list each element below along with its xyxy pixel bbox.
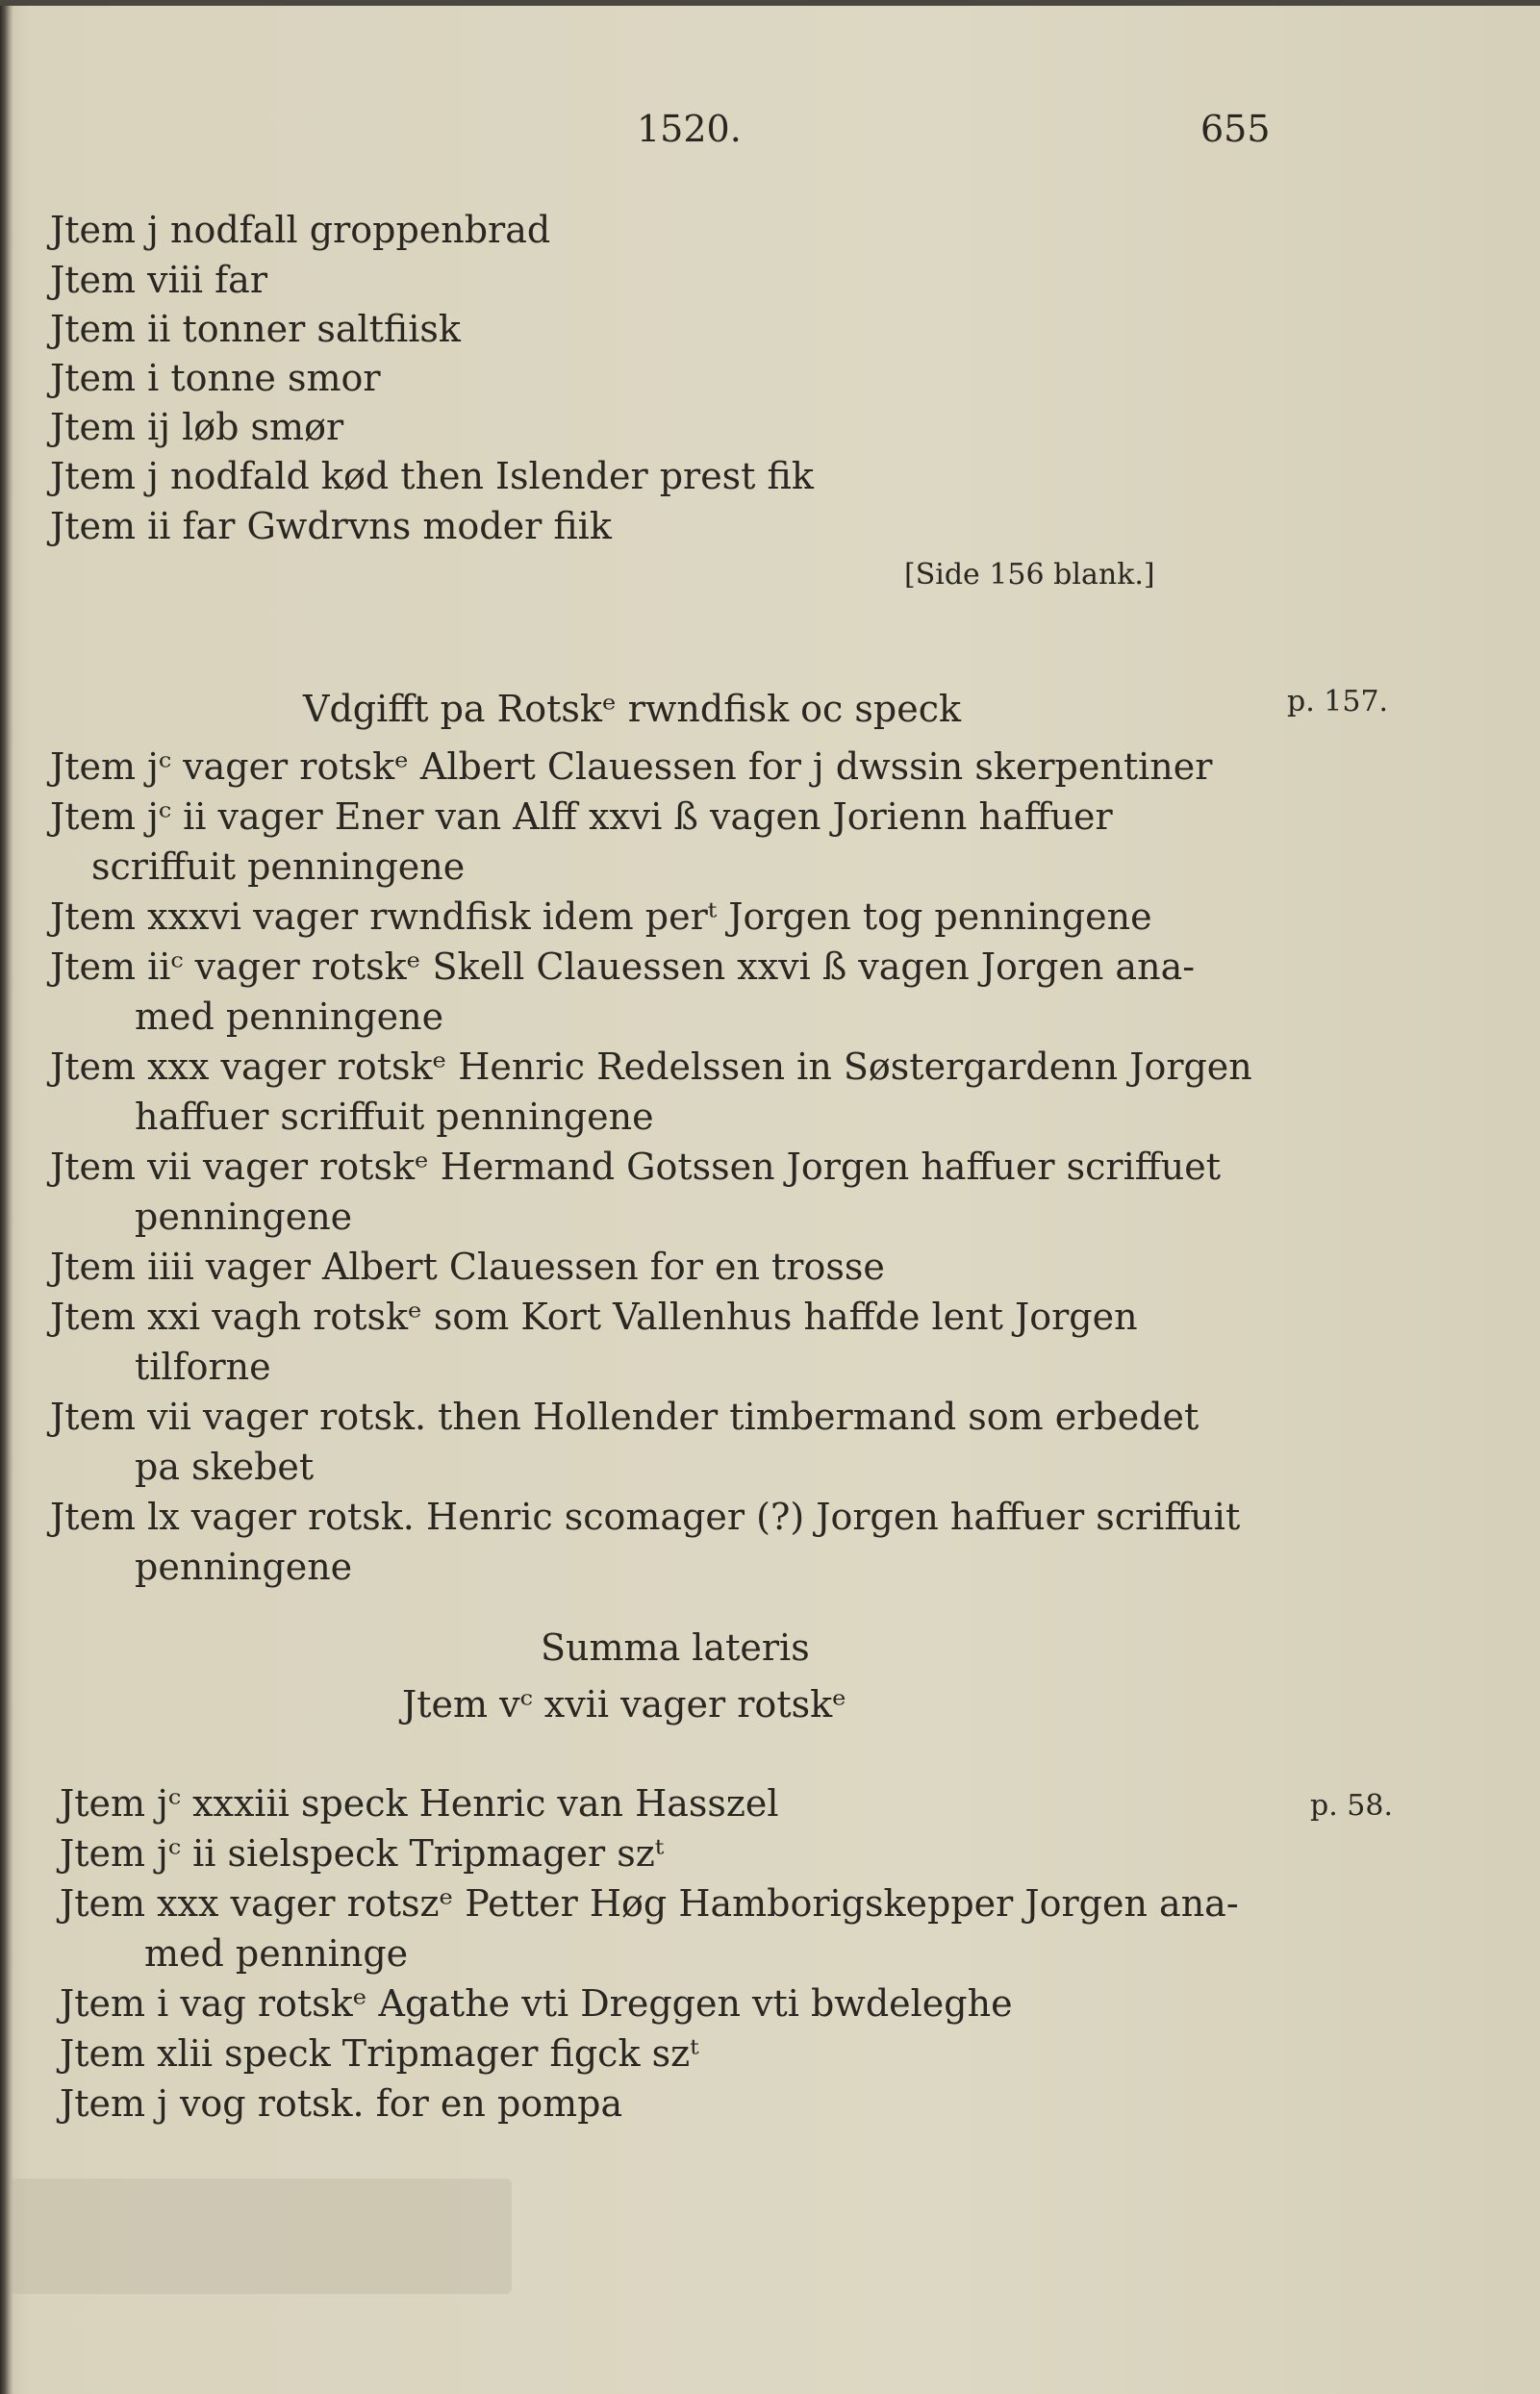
text-line: med penninge bbox=[144, 1932, 409, 1975]
text-line: Jtem i vag rotskᵉ Agathe vti Dreggen vti bwdeleghe bbox=[60, 1982, 1013, 2025]
text-line: Jtem jᶜ ii sielspeck Tripmager szᵗ bbox=[60, 1832, 665, 1875]
text-line: Jtem xxx vager rotskᵉ Henric Redelssen in Søstergardenn Jorgen bbox=[50, 1046, 1252, 1088]
text-line: Jtem xxx vager rotszᵉ Petter Høg Hamborigskepper Jorgen ana- bbox=[60, 1882, 1239, 1925]
text-line: penningene bbox=[135, 1196, 353, 1238]
text-line: med penningene bbox=[135, 995, 444, 1038]
summa-title: Summa lateris bbox=[541, 1626, 810, 1669]
text-line: Jtem xlii speck Tripmager figck szᵗ bbox=[60, 2032, 699, 2075]
text-line: Jtem iiii vager Albert Clauessen for en trosse bbox=[50, 1246, 885, 1288]
section-title: Vdgifft pa Rotskᵉ rwndfisk oc speck bbox=[303, 688, 962, 730]
text-line: Jtem jᶜ vager rotskᵉ Albert Clauessen for j dwssin skerpentiner bbox=[50, 745, 1213, 788]
text-line: Jtem viii far bbox=[50, 259, 267, 301]
text-line: Jtem xxi vagh rotskᵉ som Kort Vallenhus haffde lent Jorgen bbox=[50, 1296, 1138, 1338]
text-line: pa skebet bbox=[135, 1446, 315, 1488]
text-line: haffuer scriffuit penningene bbox=[135, 1096, 654, 1138]
text-line: Jtem lx vager rotsk. Henric scomager (?) Jorgen haffuer scriffuit bbox=[50, 1496, 1241, 1538]
text-line: Jtem ii far Gwdrvns moder fiik bbox=[50, 505, 612, 547]
text-line: Jtem iiᶜ vager rotskᵉ Skell Clauessen xxvi ß vagen Jorgen ana- bbox=[50, 945, 1196, 988]
text-line: Jtem xxxvi vager rwndfisk idem perᵗ Jorgen tog penningene bbox=[50, 895, 1152, 938]
margin-reference: p. 157. bbox=[1287, 685, 1389, 718]
text-line: Jtem j vog rotsk. for en pompa bbox=[60, 2082, 623, 2125]
text-line: Jtem ij løb smør bbox=[50, 406, 344, 448]
text-line: Jtem vii vager rotskᵉ Hermand Gotssen Jorgen haffuer scriffuet bbox=[50, 1146, 1221, 1188]
text-line: Jtem j nodfall groppenbrad bbox=[50, 209, 551, 251]
page-year: 1520. bbox=[637, 108, 742, 150]
page-number: 655 bbox=[1200, 108, 1271, 150]
text-line: Jtem jᶜ ii vager Ener van Alff xxvi ß vagen Jorienn haffuer bbox=[50, 795, 1113, 838]
binding-edge bbox=[0, 0, 13, 2394]
text-line: scriffuit penningene bbox=[91, 845, 466, 888]
text-line: penningene bbox=[135, 1546, 353, 1588]
text-line: Jtem vii vager rotsk. then Hollender timbermand som erbedet bbox=[50, 1396, 1199, 1438]
side-note: [Side 156 blank.] bbox=[904, 558, 1155, 592]
text-line: Jtem i tonne smor bbox=[50, 357, 381, 399]
text-line: tilforne bbox=[135, 1346, 271, 1388]
margin-reference: p. 58. bbox=[1310, 1789, 1393, 1823]
summa-value: Jtem vᶜ xvii vager rotskᵉ bbox=[402, 1683, 846, 1726]
paper-stain bbox=[12, 2179, 512, 2294]
top-edge bbox=[0, 0, 1540, 6]
text-line: Jtem jᶜ xxxiii speck Henric van Hasszel bbox=[60, 1782, 779, 1825]
text-line: Jtem ii tonner saltfiisk bbox=[50, 308, 461, 350]
text-line: Jtem j nodfald kød then Islender prest fik bbox=[50, 455, 814, 497]
